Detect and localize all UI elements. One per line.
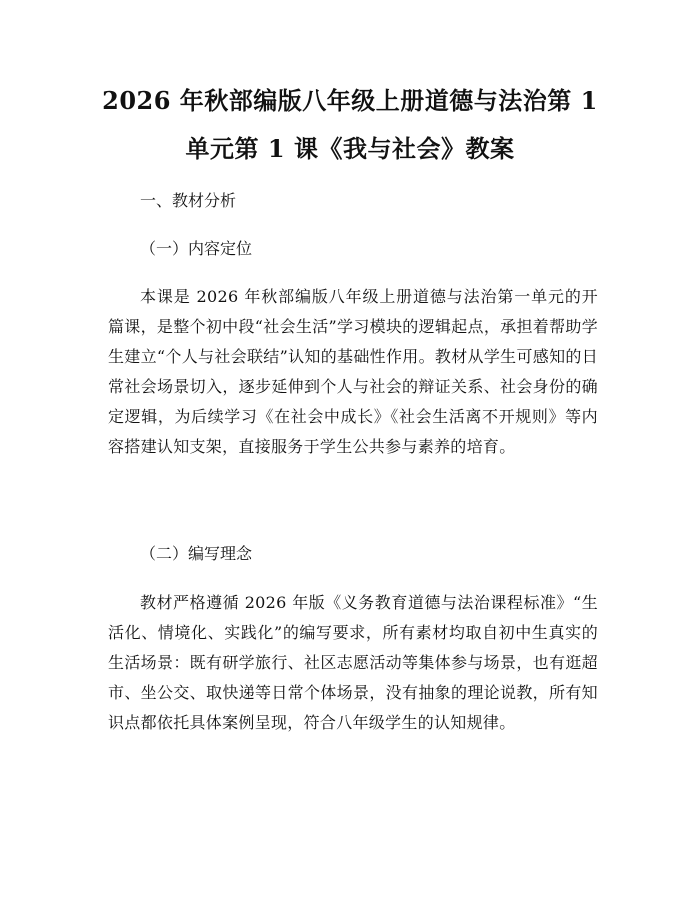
paragraph-content-positioning: 本课是 2026 年秋部编版八年级上册道德与法治第一单元的开篇课，是整个初中段“社会生活”学习模块的逻辑起点，承担着帮助学生建立“个人与社会联结”认知的基础性作用。教材从学生可感知的日常社会场景切入，逐步延伸到个人与社会的辩证关系、社会身份的确定逻辑，为后续学习《在社会中成长》《社会生活离不开规则》等内容搭建认知支架，直接服务于学生公共参与素养的培育。 [108,287,598,456]
subsection-heading-writing-concept: （二）编写理念 [140,544,253,563]
subsection-heading-content-positioning: （一）内容定位 [140,239,253,258]
document-title-line-1: 2026 年秋部编版八年级上册道德与法治第 1 [102,86,598,115]
paragraph-writing-concept: 教材严格遵循 2026 年版《义务教育道德与法治课程标准》“生活化、情境化、实践化”的编写要求，所有素材均取自初中生真实的生活场景：既有研学旅行、社区志愿活动等集体参与场景，也有逛超市、坐公交、取快递等日常个体场景，没有抽象的理论说教，所有知识点都依托具体案例呈现，符合八年级学生的认知规律。 [108,593,598,732]
section-heading-teaching-material-analysis: 一、教材分析 [140,191,237,210]
document-title-line-2: 单元第 1 课《我与社会》教案 [185,134,515,163]
